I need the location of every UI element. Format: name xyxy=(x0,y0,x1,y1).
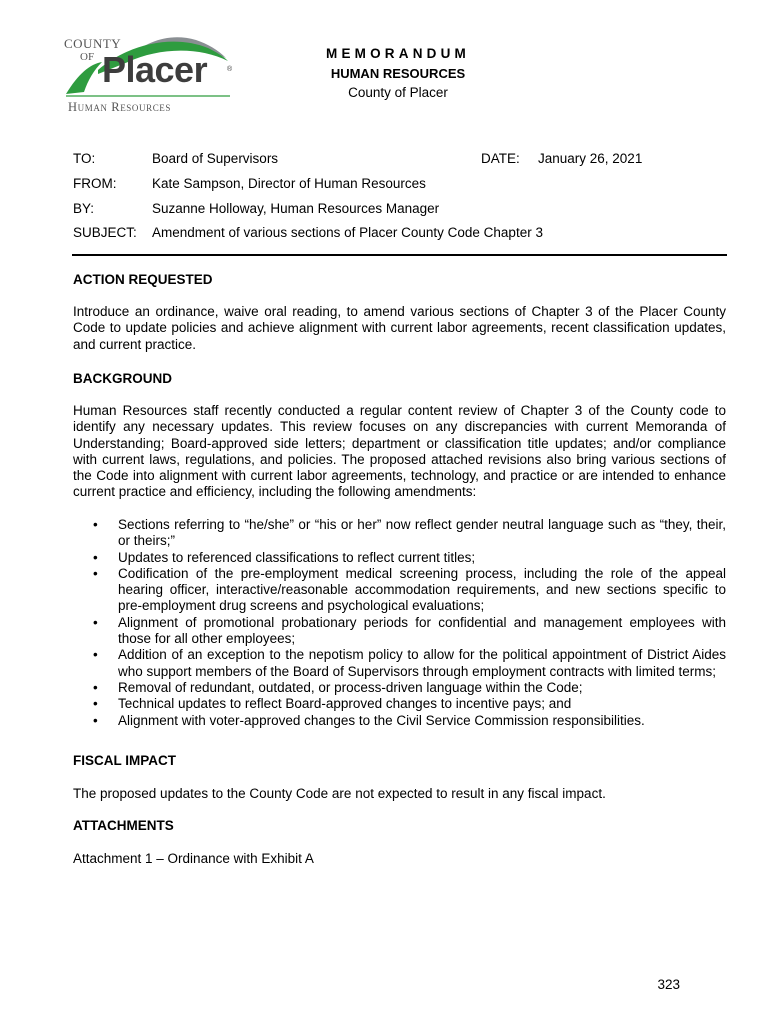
from-value: Kate Sampson, Director of Human Resources xyxy=(152,176,426,191)
bullet-icon: • xyxy=(93,549,98,565)
subject-label: SUBJECT: xyxy=(73,225,137,240)
subject-value: Amendment of various sections of Placer County Code Chapter 3 xyxy=(152,225,543,240)
date-label: DATE: xyxy=(481,151,520,166)
background-heading: BACKGROUND xyxy=(73,371,172,386)
bullet-icon: • xyxy=(93,647,98,663)
memo-department: HUMAN RESOURCES xyxy=(330,66,466,81)
bullet-icon: • xyxy=(93,696,98,712)
fiscal-text: The proposed updates to the County Code are not expected to result in any fiscal impact. xyxy=(73,786,606,801)
header-divider xyxy=(72,254,727,256)
action-text: Introduce an ordinance, waive oral reading, to amend various sections of Chapter 3 of the Placer County Code to update policies and achieve alignment with current labor agreements, recent classification updates, and current practice. xyxy=(73,304,726,352)
county-logo xyxy=(58,34,238,118)
list-item: • Alignment of promotional probationary periods for confidential and management employees with those for all other employees; xyxy=(93,614,726,647)
bullet-icon: • xyxy=(93,565,98,581)
action-heading: ACTION REQUESTED xyxy=(73,272,213,287)
list-item: • Sections referring to “he/she” or “his or her” now reflect gender neutral language such as “they, their, or theirs;” xyxy=(93,517,726,549)
logo-registered-mark: ® xyxy=(227,66,233,73)
page-number: 323 xyxy=(657,977,680,992)
to-label: TO: xyxy=(73,151,96,166)
by-value: Suzanne Holloway, Human Resources Manager xyxy=(152,201,440,216)
to-value: Board of Supervisors xyxy=(152,151,279,166)
bullet-icon: • xyxy=(93,679,98,695)
from-label: FROM: xyxy=(73,176,117,191)
background-text: Human Resources staff recently conducted a regular content review of Chapter 3 of the County code to identify any necessary updates. This review focuses on any discrepancies with current Memoranda of Understanding; Board-approved side letters; department or classification title updates; and/or compliance with current laws, regulations, and policies. The proposed attached revisions also bring various sections of the Code into alignment with current labor agreements, technology, and practice or are intended to enhance current practice and efficiency, including the following amendments: xyxy=(73,403,726,500)
logo-county-text: COUNTY xyxy=(64,36,122,51)
date-value: January 26, 2021 xyxy=(538,151,643,166)
logo-placer-text: Placer xyxy=(102,49,208,90)
bullet-icon: • xyxy=(93,712,98,728)
by-label: BY: xyxy=(73,201,95,216)
memo-title: MEMORANDUM xyxy=(326,46,470,61)
fiscal-heading: FISCAL IMPACT xyxy=(73,753,176,768)
logo-of-text: OF xyxy=(80,51,95,63)
list-item: • Alignment with voter-approved changes to the Civil Service Commission responsibilities. xyxy=(93,712,645,728)
attachment-item: Attachment 1 – Ordinance with Exhibit A xyxy=(73,851,314,866)
amendments-list xyxy=(73,517,726,729)
bullet-icon: • xyxy=(93,517,98,532)
list-item: • Codification of the pre-employment medical screening process, including the role of the appeal hearing officer, interactive/reasonable accommodation requirements, and new sections specific to pre-employment drug screens and psychological evaluations; xyxy=(93,565,726,614)
list-item: • Removal of redundant, outdated, or process-driven language within the Code; xyxy=(93,679,583,695)
memo-org: County of Placer xyxy=(348,85,448,100)
bullet-icon: • xyxy=(93,614,98,630)
attachments-heading: ATTACHMENTS xyxy=(73,818,174,833)
list-item: • Technical updates to reflect Board-approved changes to incentive pays; and xyxy=(93,696,572,712)
list-item: • Updates to referenced classifications to reflect current titles; xyxy=(93,549,476,565)
list-item: • Addition of an exception to the nepotism policy to allow for the political appointment of District Aides who support members of the Board of Supervisors through employment contracts with limited terms; xyxy=(93,647,726,679)
logo-dept-text: Human Resources xyxy=(68,100,172,114)
